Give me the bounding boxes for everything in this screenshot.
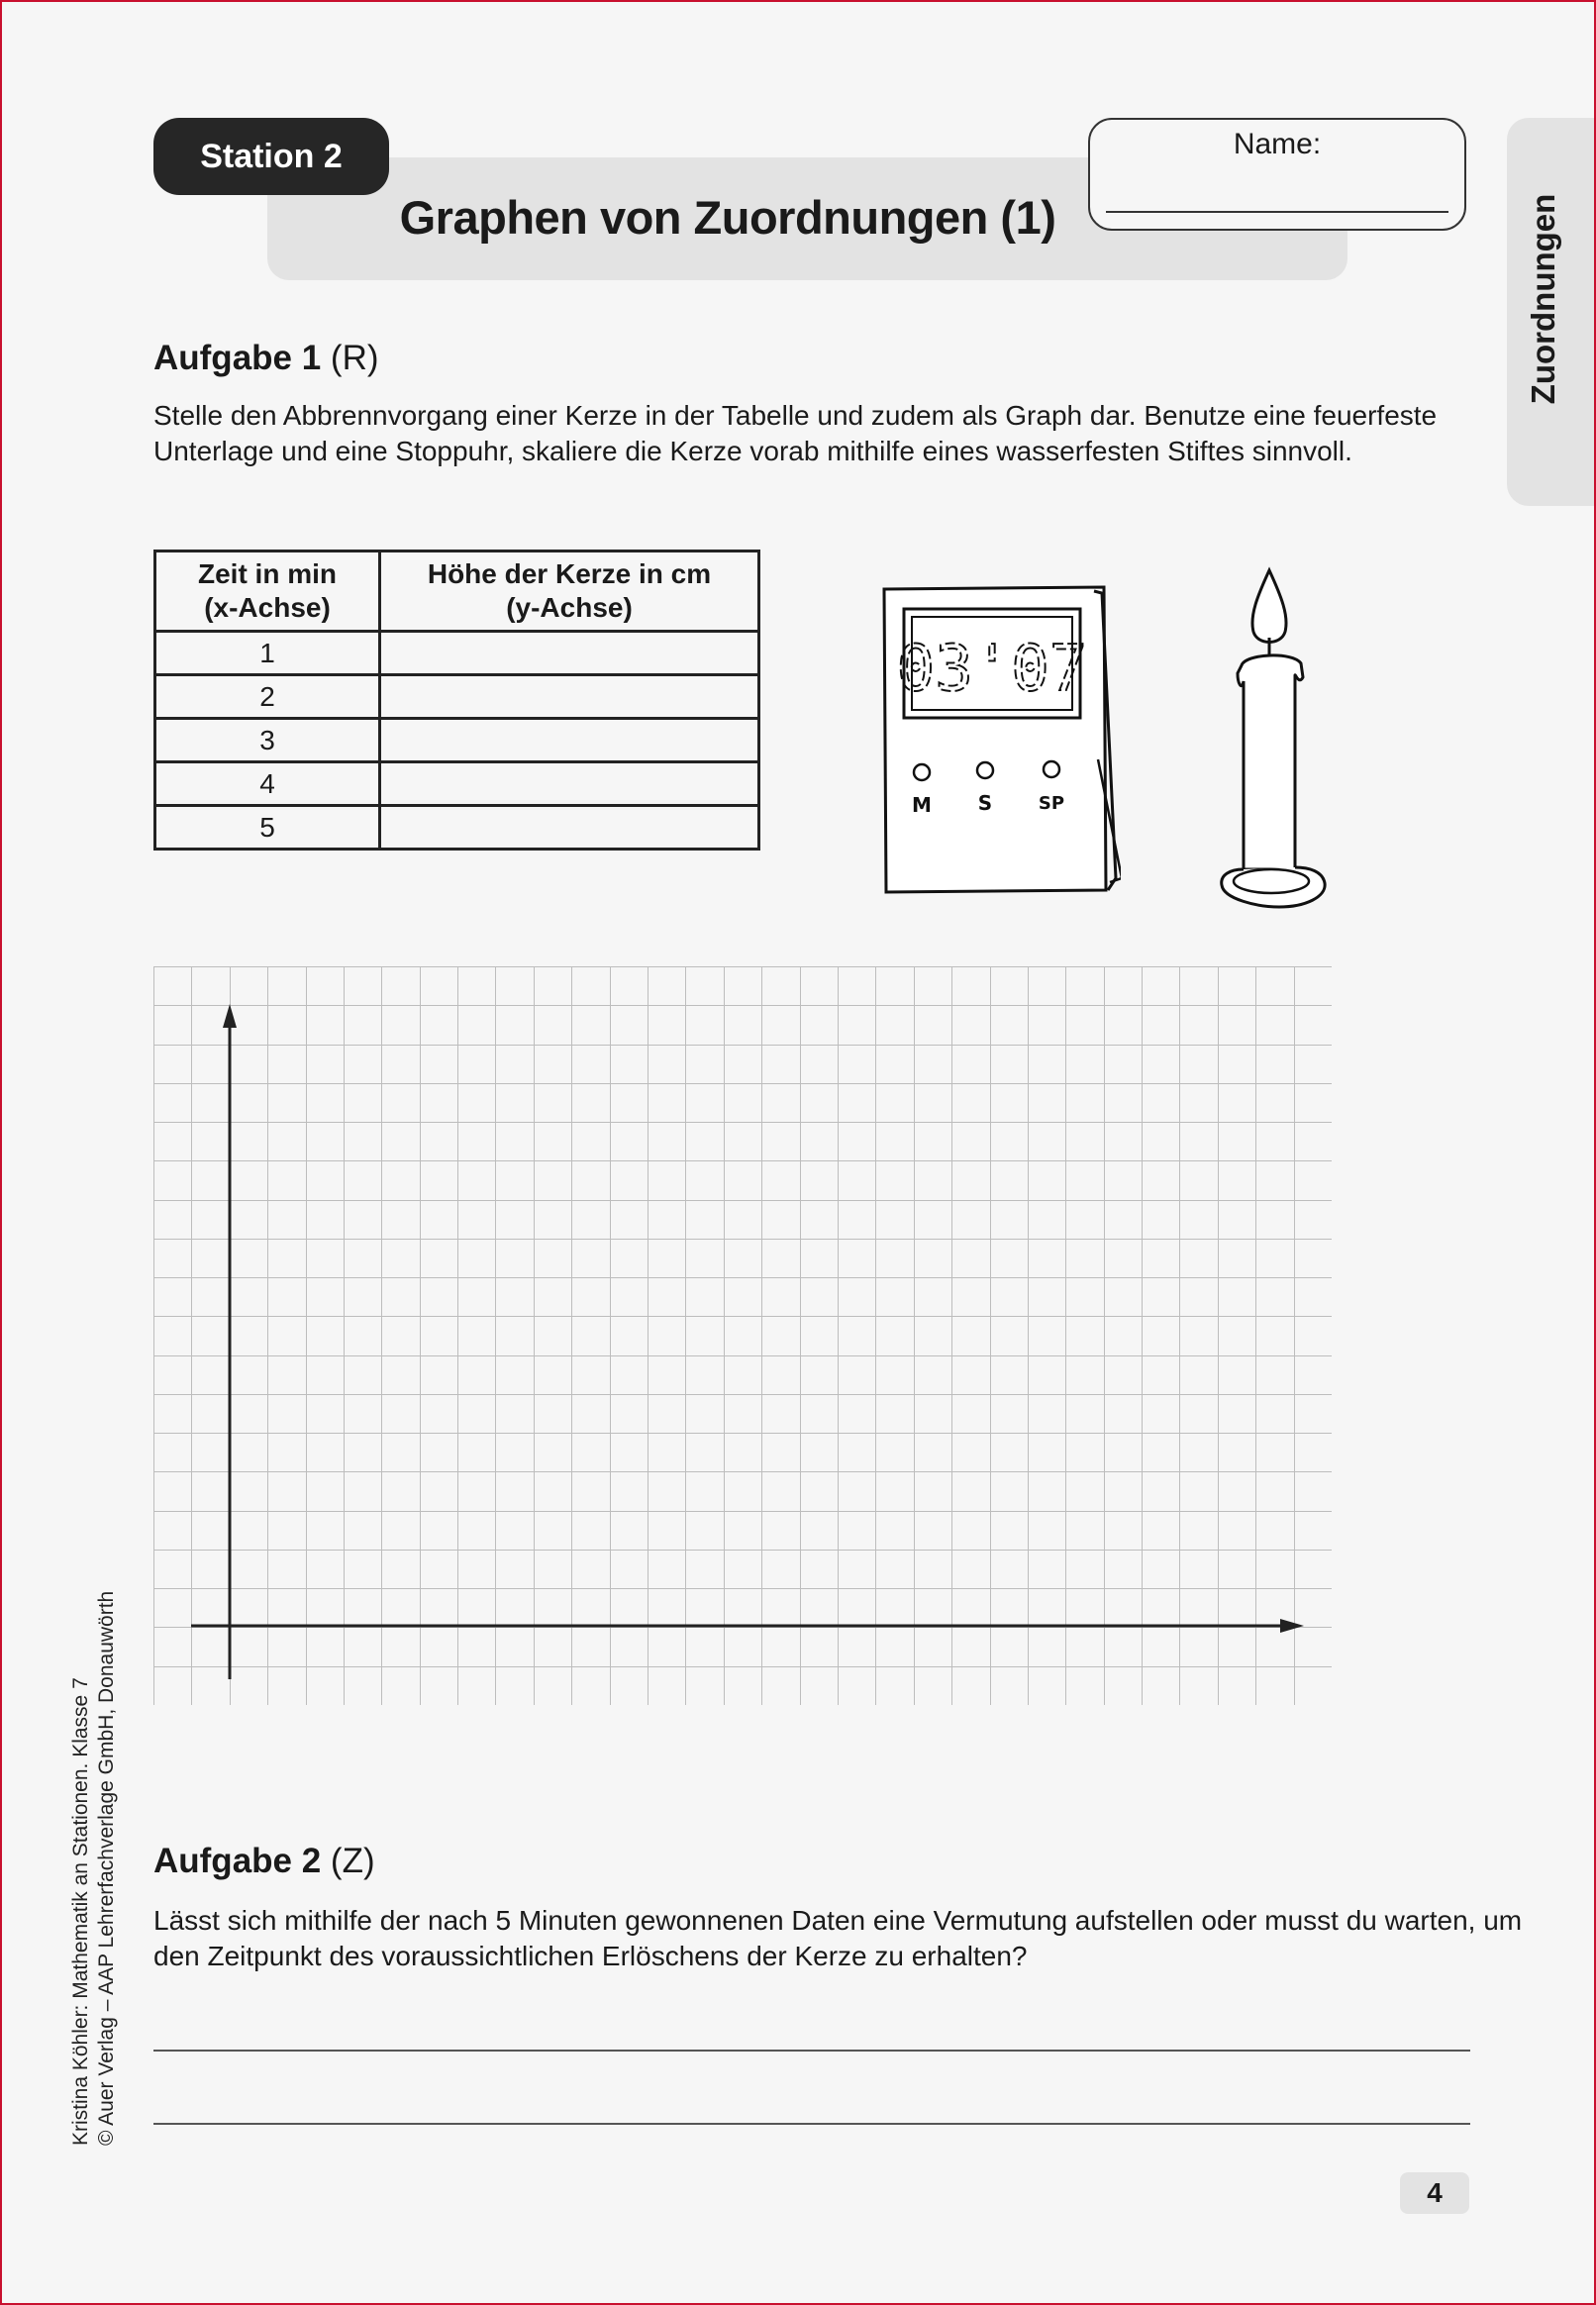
- table-row: [155, 632, 759, 675]
- graph-grid[interactable]: [153, 966, 1332, 1705]
- side-tab-label: Zuordnungen: [1525, 193, 1561, 405]
- table-header-height: [380, 551, 759, 632]
- table-cell-height-input[interactable]: [380, 632, 759, 675]
- task2-heading-tag: (Z): [321, 1842, 375, 1880]
- station-badge: Station 2: [153, 118, 389, 195]
- table-row: [155, 762, 759, 806]
- table-cell-time: 5: [155, 806, 380, 850]
- table-cell-height-input[interactable]: [380, 719, 759, 762]
- table-cell-height-input[interactable]: [380, 675, 759, 719]
- stopwatch-display: 03'07: [896, 633, 1088, 706]
- stopwatch-illustration: [878, 581, 1121, 898]
- task2-heading-bold: Aufgabe 2: [153, 1842, 322, 1880]
- task1-heading-tag: (R): [321, 339, 379, 377]
- task1-heading-bold: Aufgabe 1: [153, 339, 322, 377]
- x-axis-arrow-icon: [1280, 1619, 1304, 1633]
- table-row: [155, 675, 759, 719]
- table-header-height-line2: (y-Achse): [506, 592, 633, 623]
- stopwatch-button-sp-label: SP: [1038, 793, 1065, 814]
- table-header-time-line2: (x-Achse): [204, 592, 331, 623]
- table-row: [155, 806, 759, 850]
- stopwatch-button-m-label: M: [912, 793, 932, 817]
- table-cell-height-input[interactable]: [380, 806, 759, 850]
- table-header-height-line1: Höhe der Kerze in cm: [427, 558, 712, 589]
- name-field-box[interactable]: [1088, 118, 1466, 231]
- table-header-time-line1: Zeit in min: [198, 558, 337, 589]
- credit-line2: © Auer Verlag – AAP Lehrerfachverlage GmbH, Donauwörth: [95, 1590, 118, 2146]
- name-label: Name:: [1233, 128, 1322, 160]
- table-cell-time: 1: [155, 632, 380, 675]
- stopwatch-button-s-label: S: [977, 791, 993, 815]
- table-cell-time: 4: [155, 762, 380, 806]
- table-cell-time: 2: [155, 675, 380, 719]
- table-cell-time: 3: [155, 719, 380, 762]
- page-title: Graphen von Zuordnungen (1): [399, 191, 1056, 244]
- copyright-credit: [68, 1492, 120, 2146]
- answer-line[interactable]: [153, 2123, 1470, 2125]
- grid-lines: [153, 966, 1332, 1705]
- answer-line[interactable]: [153, 2050, 1470, 2052]
- task1-heading: [153, 339, 379, 378]
- table-header-time: [155, 551, 380, 632]
- data-table: [153, 550, 760, 851]
- task1-text: Stelle den Abbrennvorgang einer Kerze in der Tabelle und zudem als Graph dar. Benutze eine feuerfeste Unterlage und eine Stoppuhr, skaliere die Kerze vorab mithilfe eines wasserfesten Stiftes sinnvoll.: [153, 400, 1438, 466]
- name-write-line[interactable]: [1106, 211, 1448, 213]
- page-number: 4: [1400, 2172, 1469, 2214]
- table-cell-height-input[interactable]: [380, 762, 759, 806]
- table-row: [155, 719, 759, 762]
- credit-line1: Kristina Köhler: Mathematik an Stationen. Klasse 7: [69, 1677, 92, 2146]
- candle-illustration: [1210, 566, 1339, 913]
- task2-text: Lässt sich mithilfe der nach 5 Minuten gewonnenen Daten eine Vermutung aufstellen oder musst du warten, um den Zeitpunkt des voraussichtlichen Erlöschens der Kerze zu erhalten?: [153, 1905, 1523, 1971]
- y-axis-arrow-icon: [223, 1004, 237, 1028]
- task2-heading: [153, 1842, 375, 1881]
